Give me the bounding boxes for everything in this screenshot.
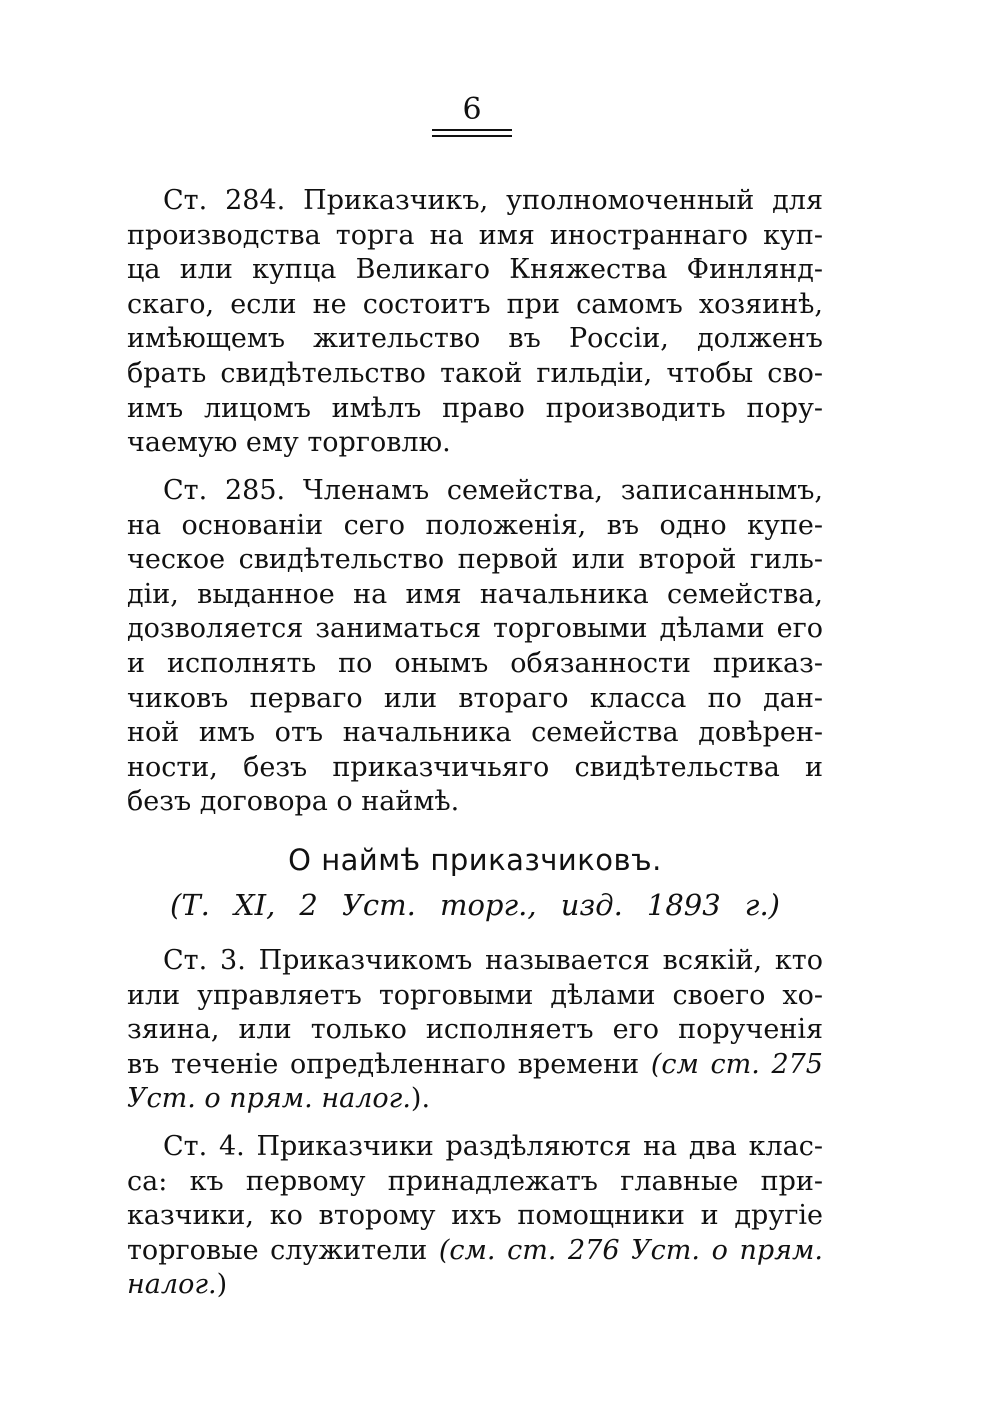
text-line: на основаніи сего положенія, въ одно купе- (127, 509, 823, 541)
text-line: скаго, если не состоитъ при самомъ хозяинѣ, (127, 288, 823, 320)
text-line: ческое свидѣтельство первой или второй гиль- (127, 544, 823, 576)
cross-reference: (см. ст. 276 Уст. о прям. (438, 1234, 823, 1266)
text-line: брать свидѣтельство такой гильдіи, чтобы сво- (127, 357, 823, 389)
text-segment: торговые служители (127, 1234, 439, 1266)
source-reference: (Т. XI, 2 Уст. торг., изд. 1893 г.) (170, 888, 780, 922)
text-line: производства торга на имя иностраннаго куп- (127, 219, 823, 251)
text-line: чиковъ перваго или втораго класса по дан- (127, 682, 823, 714)
text-line: са: къ первому принадлежатъ главные при- (127, 1165, 823, 1197)
text-line: безъ договора о наймѣ. (127, 786, 460, 818)
text-line: имъ лицомъ имѣлъ право производить пору- (127, 392, 823, 424)
text-line: ности, безъ приказчичьяго свидѣтельства и (127, 751, 823, 783)
text-line: Ст. 3. Приказчикомъ называется всякій, кто (163, 945, 823, 976)
text-line (127, 1082, 823, 1117)
cross-reference: (см ст. 275 (650, 1048, 823, 1080)
text-segment: ). (410, 1083, 431, 1115)
article-3 (127, 944, 823, 1117)
article-284 (127, 184, 823, 461)
page-number: 6 (462, 92, 482, 127)
text-line: чаемую ему торговлю. (127, 427, 451, 459)
text-line: Ст. 4. Приказчики раздѣляются на два клас- (163, 1131, 823, 1162)
text-line: ной имъ отъ начальника семейства довѣрен- (127, 717, 823, 749)
text-line: Ст. 284. Приказчикъ, уполномоченный для (163, 185, 823, 216)
text-line: Ст. 285. Членамъ семейства, записаннымъ, (163, 475, 823, 506)
text-line: казчики, ко второму ихъ помощники и другіе (127, 1200, 823, 1232)
article-4 (127, 1130, 823, 1303)
cross-reference: Уст. о прям. налог. (127, 1083, 411, 1115)
text-line: діи, выданное на имя начальника семейства, (127, 578, 823, 610)
page-number-rule-top (432, 129, 512, 131)
text-line: имѣющемъ жительство въ Россіи, долженъ (127, 323, 823, 355)
text-segment: въ теченіе опредѣленнаго времени (127, 1048, 651, 1080)
text-line (127, 1268, 823, 1303)
article-285 (127, 474, 823, 820)
text-segment: ) (216, 1269, 228, 1301)
text-line: зяина, или только исполняетъ его порученія (127, 1014, 823, 1046)
text-line: и исполнять по онымъ обязанности приказ- (127, 647, 823, 679)
text-line: дозволяется заниматься торговыми дѣлами его (127, 613, 823, 645)
cross-reference: налог. (127, 1269, 217, 1301)
page-number-rule-bottom (432, 135, 512, 137)
text-line: или управляетъ торговыми дѣлами своего хо- (127, 979, 823, 1011)
text-line (127, 1048, 823, 1083)
text-line (127, 1234, 823, 1269)
section-heading: О наймѣ приказчиковъ. (288, 843, 662, 877)
text-line: ца или купца Великаго Княжества Финлянд- (127, 254, 823, 286)
